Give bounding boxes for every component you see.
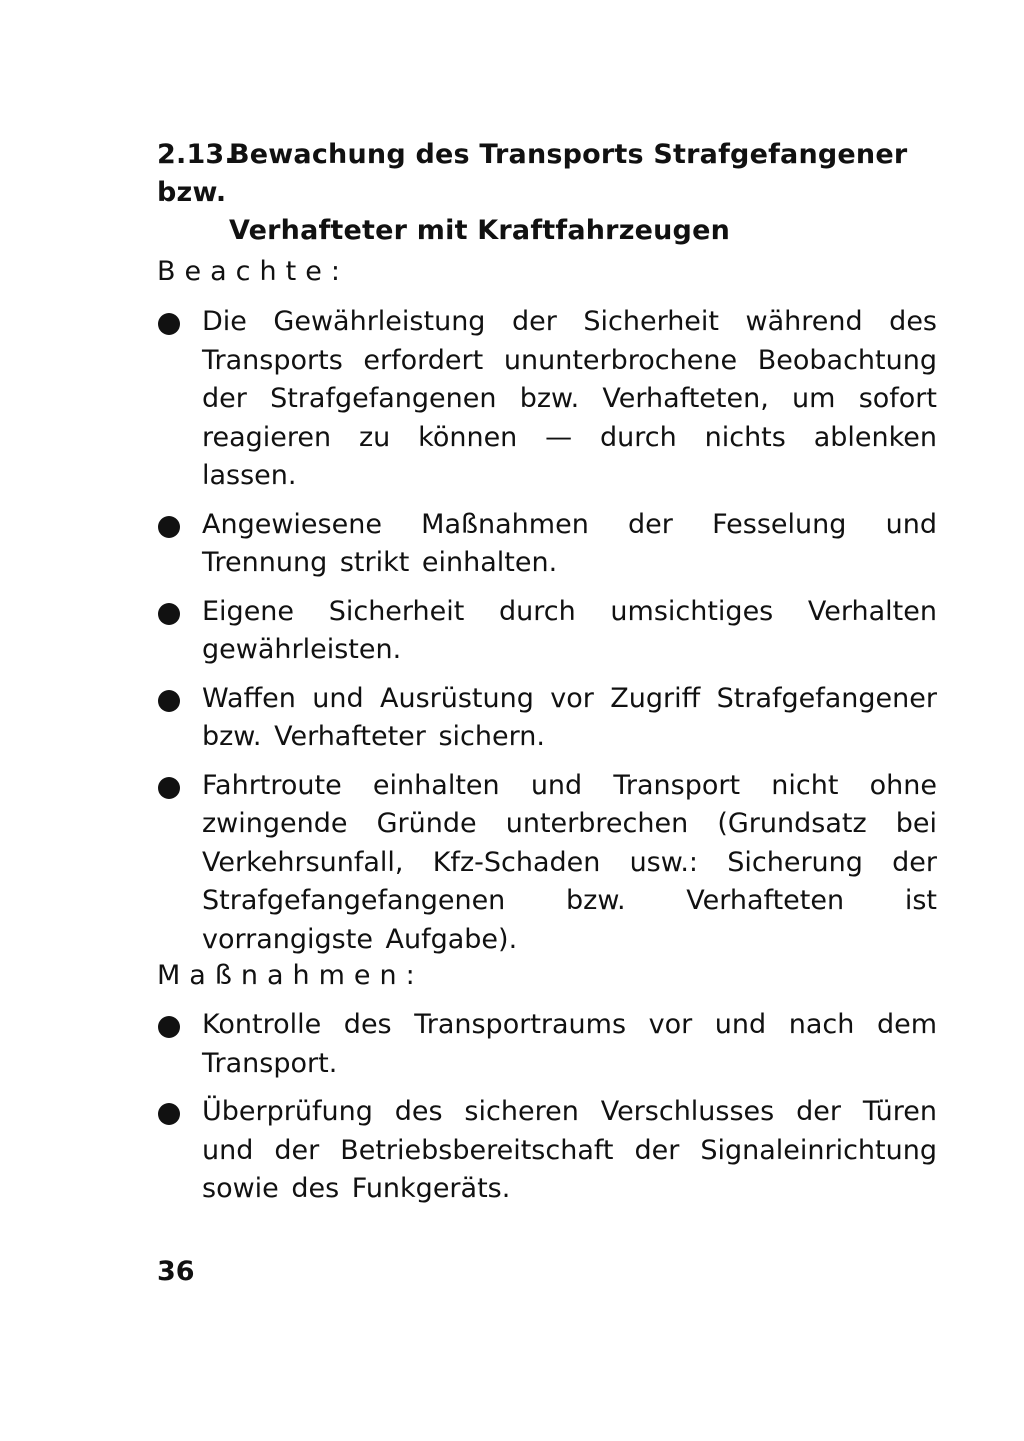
list-item bbox=[157, 506, 937, 583]
massnahmen-list bbox=[157, 1006, 937, 1219]
list-item bbox=[157, 680, 937, 757]
bullet-dot-icon bbox=[158, 603, 180, 625]
list-item-text: Eigene Sicherheit durch umsichtiges Verhalten gewährleisten. bbox=[202, 595, 937, 665]
section-number: 2.13. bbox=[157, 139, 235, 170]
list-item-text: Die Gewährleistung der Sicherheit während des Transports erfordert ununterbrochene Beobachtung der Strafgefangenen bzw. Verhafteten, um sofort reagieren zu können — durch nichts ablenken lassen. bbox=[202, 306, 937, 491]
bullet-dot-icon bbox=[158, 777, 180, 799]
list-item bbox=[157, 303, 937, 496]
bullet-dot-icon bbox=[158, 516, 180, 538]
list-item-text: Fahrtroute einhalten und Transport nicht ohne zwingende Gründe unterbrechen (Grundsatz bei Verkehrsunfall, Kfz-Schaden usw.: Sicherung der Strafgefangefangenen bzw. Verhafteten ist vorrangigste Aufgabe). bbox=[202, 769, 937, 955]
beachte-label: Beachte: bbox=[157, 256, 349, 287]
section-heading bbox=[157, 136, 957, 250]
list-item bbox=[157, 593, 937, 670]
bullet-dot-icon bbox=[158, 1016, 180, 1038]
section-title-line1: Bewachung des Transports Strafgefangener bzw. bbox=[157, 139, 908, 208]
bullet-dot-icon bbox=[158, 1103, 180, 1125]
beachte-list bbox=[157, 303, 937, 969]
bullet-dot-icon bbox=[158, 690, 180, 712]
massnahmen-label: Maßnahmen: bbox=[157, 960, 424, 991]
list-item bbox=[157, 1093, 937, 1209]
list-item-text: Kontrolle des Transportraums vor und nach dem Transport. bbox=[202, 1009, 937, 1079]
list-item-text: Waffen und Ausrüstung vor Zugriff Strafgefangener bzw. Verhafteter sichern. bbox=[202, 682, 937, 752]
list-item-text: Überprüfung des sicheren Verschlusses der Türen und der Betriebsbereitschaft der Signaleinrichtung sowie des Funkgeräts. bbox=[202, 1096, 937, 1204]
section-title-line2: Verhafteter mit Kraftfahrzeugen bbox=[229, 215, 731, 246]
list-item-text: Angewiesene Maßnahmen der Fesselung und Trennung strikt einhalten. bbox=[202, 508, 937, 578]
list-item bbox=[157, 767, 937, 960]
list-item bbox=[157, 1006, 937, 1083]
page-number: 36 bbox=[157, 1256, 195, 1287]
bullet-dot-icon bbox=[158, 313, 180, 335]
